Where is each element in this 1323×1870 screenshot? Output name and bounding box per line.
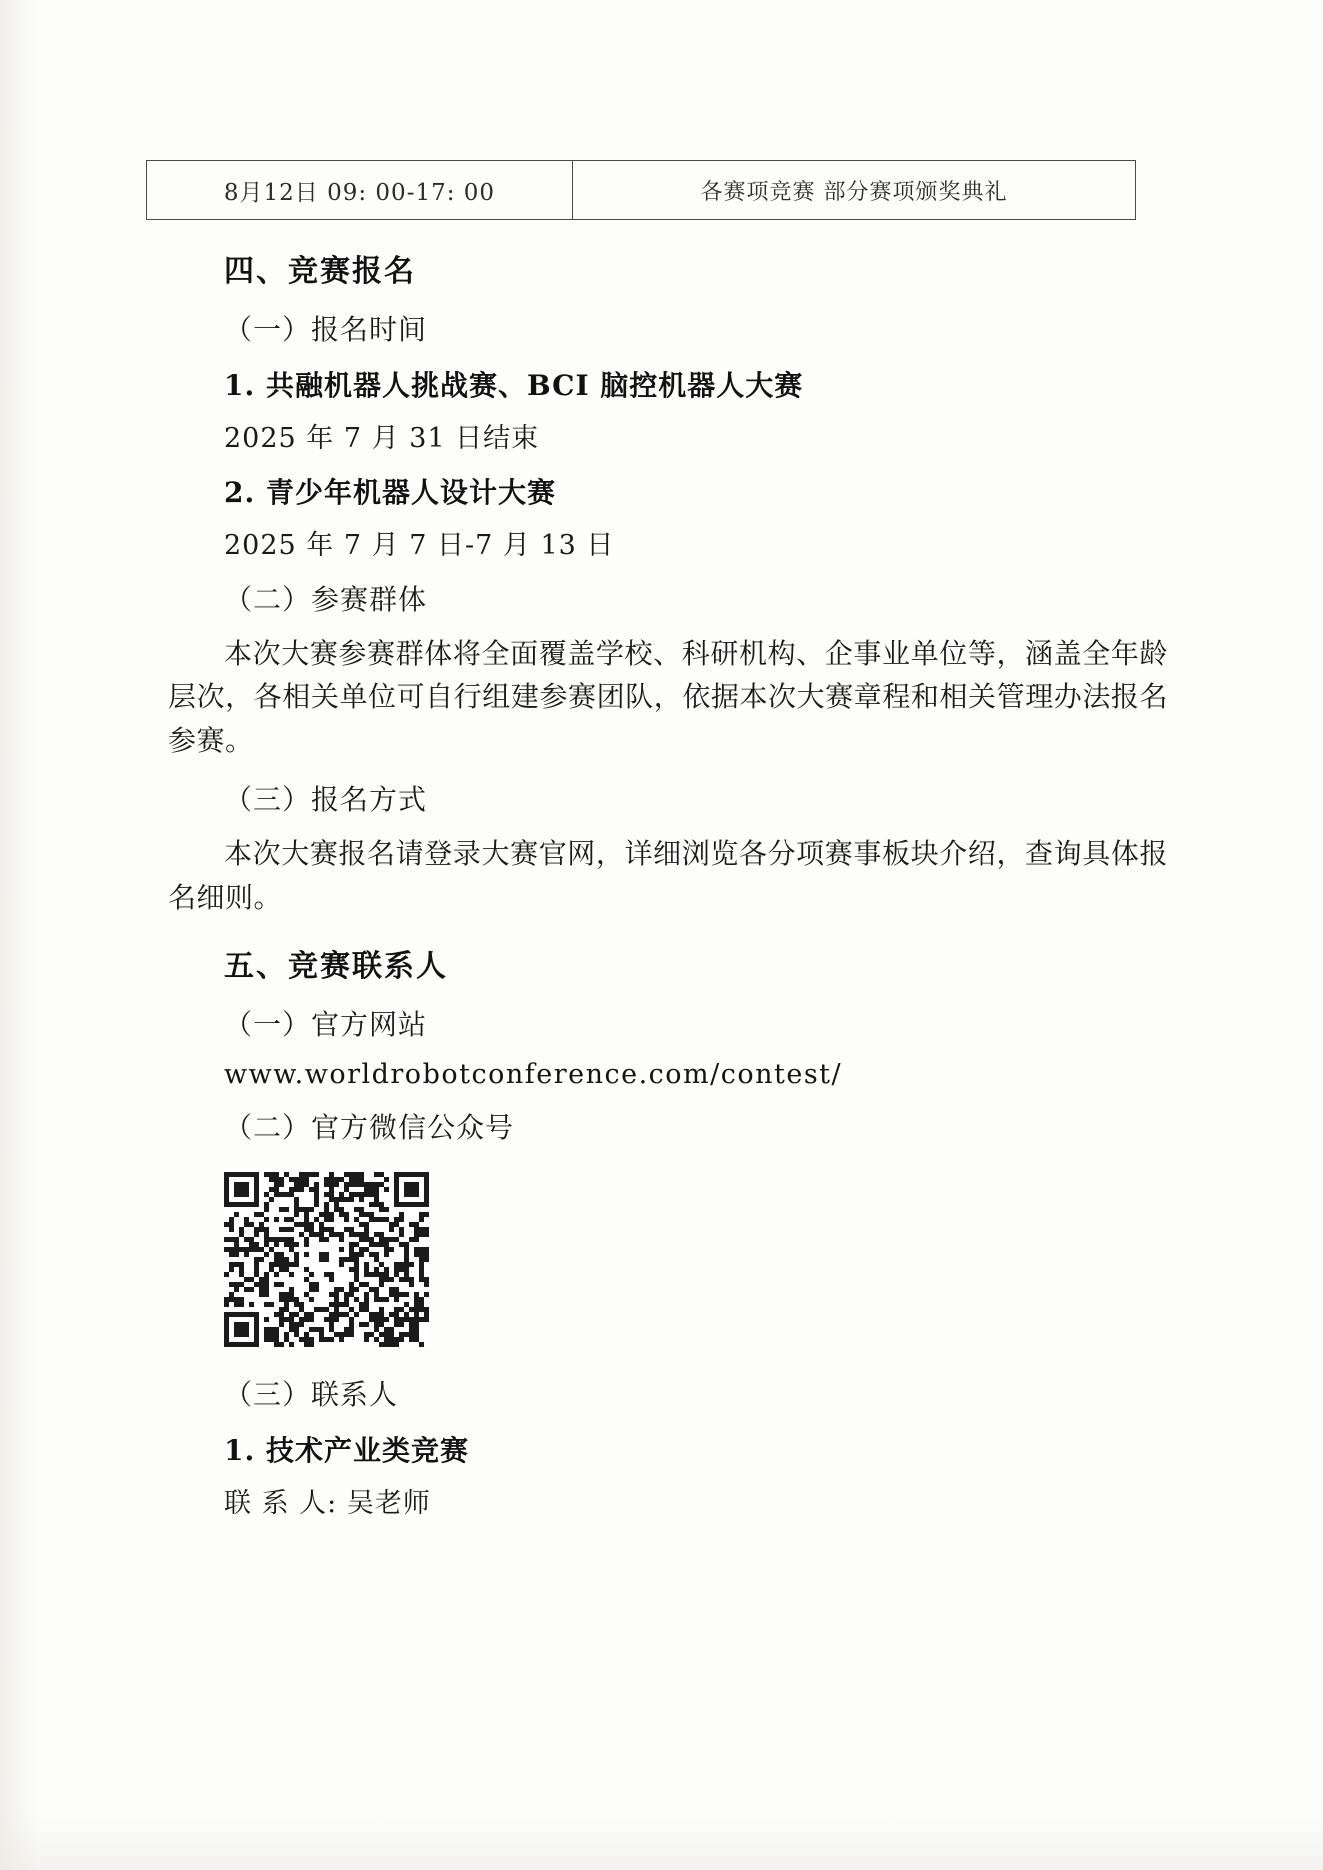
official-website-url[interactable]: www.worldrobotconference.com/contest/ — [224, 1058, 843, 1090]
subheading-participants: （二）参赛群体 — [224, 583, 428, 616]
schedule-time-cell: 8月12日 09: 00-17: 00 — [147, 161, 573, 220]
registration-item-2-title: 2. 青少年机器人设计大赛 — [224, 476, 556, 509]
scan-edge-bottom — [0, 1810, 1323, 1870]
section-heading-registration: 四、竞赛报名 — [224, 254, 416, 289]
subheading-official-website: （一）官方网站 — [224, 1007, 428, 1041]
subheading-registration-method: （三）报名方式 — [224, 783, 428, 817]
section-heading-contacts: 五、竞赛联系人 — [224, 948, 448, 984]
paragraph-participants: 本次大赛参赛群体将全面覆盖学校、科研机构、企事业单位等，涵盖全年龄层次，各相关单位可自行组建参赛团队，依据本次大赛章程和相关管理办法报名参赛。 — [168, 637, 1168, 757]
schedule-table — [146, 160, 1136, 220]
qr-code-image — [224, 1172, 429, 1347]
subheading-contact-person: （三）联系人 — [224, 1377, 399, 1411]
registration-item-2-text: 2025 年 7 月 7 日-7 月 13 日 — [224, 530, 615, 561]
contact-item-1-title: 1. 技术产业类竞赛 — [224, 1433, 469, 1467]
table-row — [147, 161, 1136, 220]
paragraph-registration-method: 本次大赛报名请登录大赛官网，详细浏览各分项赛事板块介绍，查询具体报名细则。 — [168, 837, 1168, 914]
subheading-official-wechat: （二）官方微信公众号 — [224, 1110, 515, 1144]
scan-edge-left — [0, 0, 40, 1870]
wechat-qr-code — [224, 1172, 429, 1347]
registration-item-1-text: 2025 年 7 月 31 日结束 — [224, 423, 540, 454]
contact-item-1-text: 联 系 人: 吴老师 — [224, 1487, 431, 1519]
registration-item-1-title: 1. 共融机器人挑战赛、BCI 脑控机器人大赛 — [224, 369, 804, 402]
subheading-registration-time: （一）报名时间 — [224, 313, 428, 346]
document-content — [168, 160, 1168, 1532]
schedule-description-cell: 各赛项竞赛 部分赛项颁奖典礼 — [572, 161, 1135, 220]
